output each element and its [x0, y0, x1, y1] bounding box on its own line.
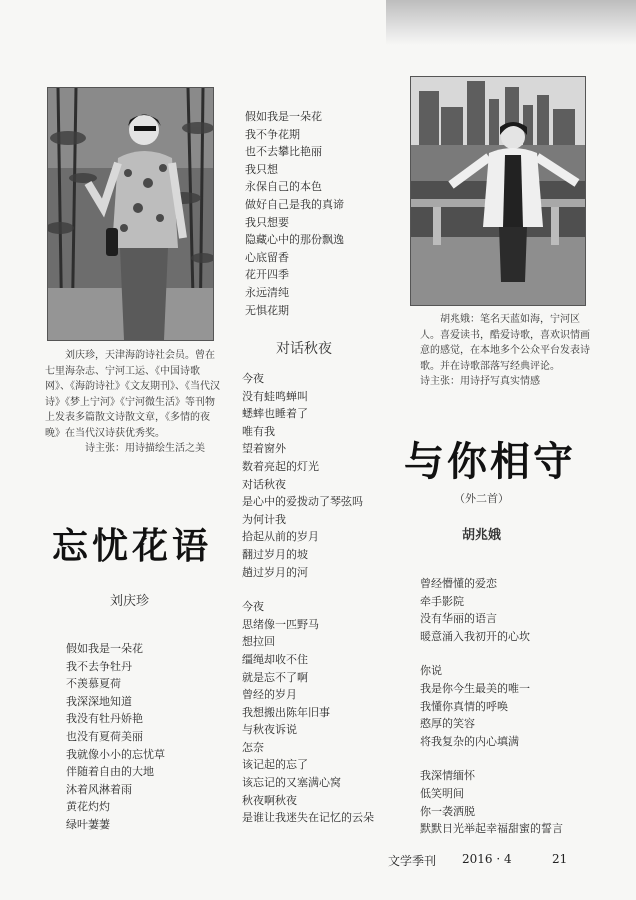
poem-line: 对话秋夜: [242, 477, 286, 491]
poem-line: 我深深地知道: [66, 694, 132, 708]
poem-line: 我是你今生最美的唯一: [420, 681, 530, 695]
poem-line: 是谁让我迷失在记忆的云朵: [242, 811, 374, 825]
poem-line: 默默日光举起幸福甜蜜的誓言: [420, 822, 563, 836]
poem-body: [420, 575, 563, 855]
poem-line: 我深情缅怀: [420, 769, 475, 783]
poem-line: 今夜: [242, 600, 264, 614]
bio-text: 胡兆娥：笔名天蓝如海，宁河区人。喜爱读书，酷爱诗歌，喜欢识情画意的感觉，在本地多个公众平台发表诗歌。并在诗歌部落写经典评论。: [420, 314, 590, 372]
poem-line: 曾经的岁月: [242, 688, 297, 702]
poem-line: 绿叶萋萋: [66, 817, 110, 831]
poem-title-2: 对话秋夜: [276, 341, 332, 357]
poem-line: 花开四季: [245, 268, 289, 282]
poem-line: 永保自己的本色: [245, 180, 322, 194]
author-bio-left: [45, 348, 220, 457]
poem-line: 做好自己是我的真谛: [245, 197, 344, 211]
poem-line: 想拉回: [242, 635, 275, 649]
poem-line: 无惧花期: [245, 303, 289, 317]
poem-line: 伴随着自由的大地: [66, 765, 154, 779]
poem-line: 缰绳却收不住: [242, 652, 308, 666]
poem-line: 蟋蟀也睡着了: [242, 407, 308, 421]
page-number: 21: [552, 852, 568, 866]
poem-line: 隐藏心中的那份飘逸: [245, 233, 344, 247]
poem-line: 该忘记的又塞满心窝: [242, 776, 341, 790]
poem-line: 我不争花期: [245, 127, 300, 141]
poem-line: 永远清纯: [245, 285, 289, 299]
stanza: [420, 575, 563, 645]
poem-line: 没有蛙鸣蝉叫: [242, 389, 308, 403]
poem-line: 数着亮起的灯光: [242, 459, 319, 473]
poem-line: 沐着风淋着雨: [66, 782, 132, 796]
issue-number: 2016 · 4: [462, 852, 512, 866]
poem-line: 今夜: [242, 372, 264, 385]
poem-line: 暖意涌入我初开的心坎: [420, 629, 530, 643]
poem-line: 为何计我: [242, 512, 286, 526]
poem-line: 怎奈: [242, 740, 264, 754]
bio-text: 刘庆珍，天津海韵诗社会员。曾在七里海杂志、宁河工运、《中国诗歌网》、《海韵诗社》《文友期刊》、《当代汉诗》《梦上宁河》《宁河微生活》等刊物上发表多篇散文诗散文章，《多情的夜晚》在当代汉诗获优秀奖。: [45, 350, 220, 439]
poem-line: 牵手影院: [420, 594, 464, 608]
poem-line: 我只想要: [245, 215, 289, 229]
stanza: [420, 767, 563, 837]
poem-2-body: [242, 370, 374, 844]
author-photo-left: [47, 87, 214, 341]
poem-line: 曾经懵懂的爱恋: [420, 577, 497, 590]
poem-line: 我没有牡丹娇艳: [66, 712, 143, 726]
poem-title: 忘忧花语: [52, 526, 213, 567]
stanza: [420, 662, 563, 750]
poem-line: 与秋夜诉说: [242, 723, 297, 737]
poem-line: 我懂你真情的呼唤: [420, 699, 508, 713]
poetic-motto: 诗主张：用诗抒写真实情感: [420, 376, 540, 387]
poem-line: 也不去攀比艳丽: [245, 145, 322, 159]
poem-line: 翻过岁月的坡: [242, 547, 308, 561]
poem-line: 我只想: [245, 162, 278, 176]
poem-line: 将我复杂的内心填满: [420, 734, 519, 748]
stanza: [242, 598, 374, 827]
poem-line: 我不去争牡丹: [66, 659, 132, 673]
journal-name: 文学季刊: [388, 854, 437, 868]
poem-line: 低笑明间: [420, 786, 464, 800]
poem-line: 我就像小小的忘忧草: [66, 747, 165, 761]
poem-line: 就是忘不了啊: [242, 670, 308, 684]
poetic-motto: 诗主张：用诗描绘生活之美: [85, 443, 205, 454]
poem-line: 我想搬出陈年旧事: [242, 705, 330, 719]
poem-continuation: [245, 108, 344, 319]
poem-title: 与你相守: [404, 439, 576, 485]
poem-line: 望着窗外: [242, 442, 286, 456]
author-name: 刘庆珍: [110, 594, 150, 609]
poem-line: 心底留香: [245, 250, 289, 264]
poem-line: 假如我是一朵花: [66, 642, 143, 655]
poem-line: 趟过岁月的河: [242, 565, 308, 579]
poem-line: 该记起的忘了: [242, 758, 308, 772]
poem-line: 假如我是一朵花: [245, 110, 322, 123]
author-name: 胡兆娥: [462, 528, 502, 543]
scan-shadow: [386, 0, 636, 45]
author-photo-right: [410, 76, 586, 306]
poem-line: 思绪像一匹野马: [242, 617, 319, 631]
poem-line: 拾起从前的岁月: [242, 530, 319, 544]
poem-line: 不羡慕夏荷: [66, 677, 121, 691]
poem-line: 没有华丽的语言: [420, 612, 497, 626]
poem-line: 你一袭洒脱: [420, 804, 475, 818]
poem-line: 你说: [420, 664, 442, 678]
poem-line: 是心中的爱拨动了琴弦吗: [242, 495, 363, 509]
poem-line: 憨厚的笑容: [420, 717, 475, 731]
poem-subtitle: （外二首）: [454, 492, 509, 505]
poem-line: 也没有夏荷美丽: [66, 729, 143, 743]
author-bio-right: [420, 312, 592, 390]
poem-line: 唯有我: [242, 424, 275, 438]
stanza: [242, 370, 374, 581]
poem-line: 黄花灼灼: [66, 800, 110, 814]
poem-body: [66, 640, 165, 834]
poem-line: 秋夜啊秋夜: [242, 793, 297, 807]
